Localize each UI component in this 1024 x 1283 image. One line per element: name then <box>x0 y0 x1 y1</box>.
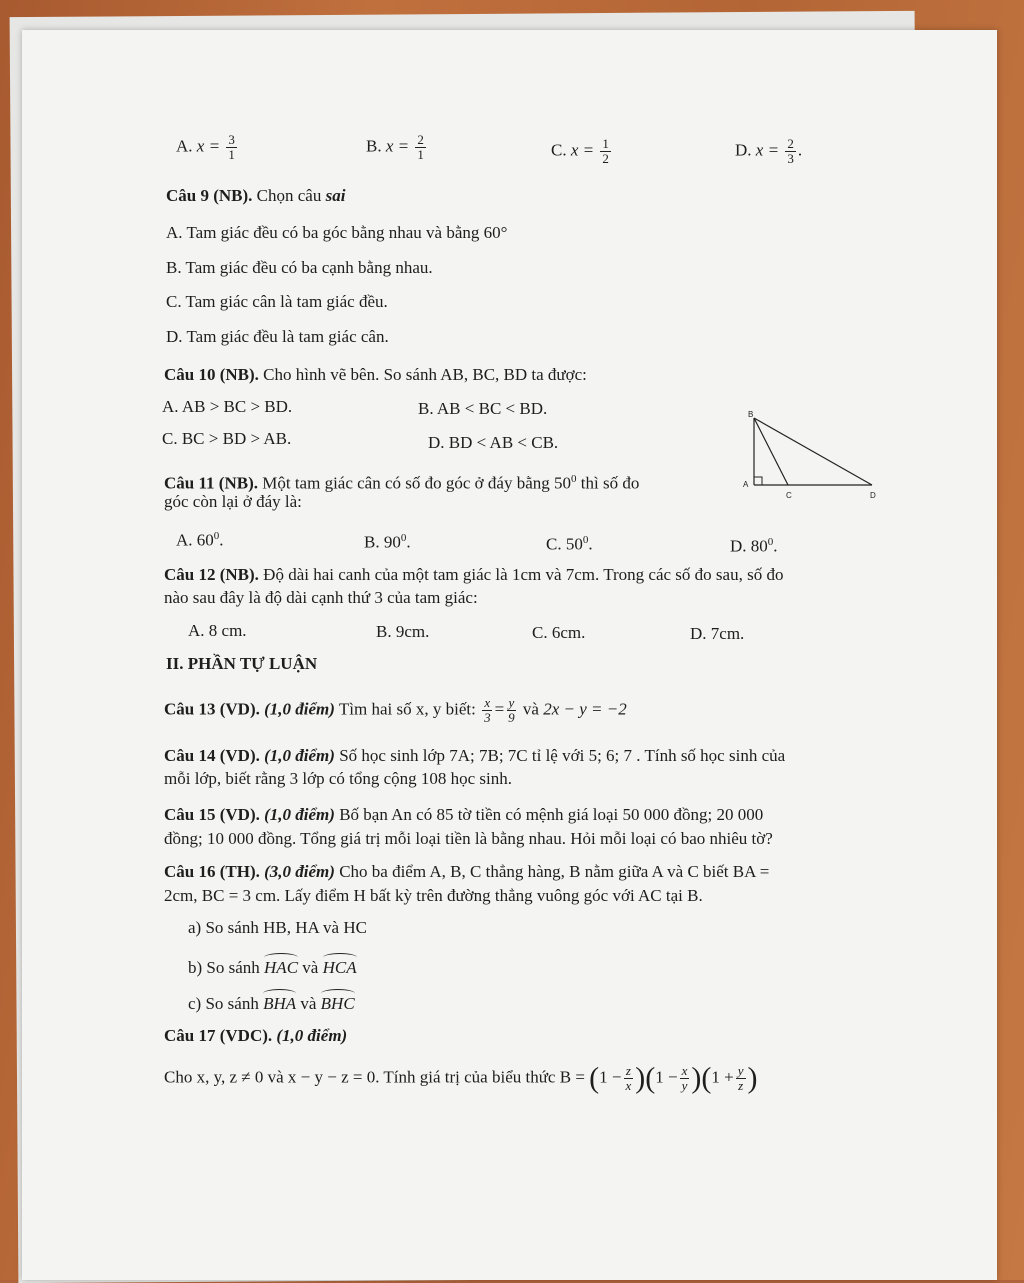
q15-line2: đồng; 10 000 đồng. Tổng giá trị mỗi loại tiền là bằng nhau. Hỏi mỗi loại có bao nhiêu tờ? <box>164 829 773 848</box>
angle-hac: HAC <box>264 955 298 978</box>
right-angle-mark <box>754 477 762 485</box>
q12-option-d: D. 7cm. <box>690 624 745 643</box>
q10-option-b: B. AB < BC < BD. <box>418 399 548 418</box>
q11-line2: góc còn lại ở đáy là: <box>164 492 302 511</box>
q12-option-a: A. 8 cm. <box>188 621 247 640</box>
label-d: D <box>870 491 876 500</box>
exam-page <box>22 30 997 1280</box>
q12-line2: nào sau đây là độ dài cạnh thứ 3 của tam giác: <box>164 588 478 607</box>
q10-option-d: D. BD < AB < CB. <box>428 433 559 452</box>
q8-option-d: D. x = $\frac{2}{3}$ . <box>735 136 803 166</box>
segment-bd <box>754 418 872 485</box>
q9-title: Câu 9 (NB). Chọn câu sai <box>166 186 346 205</box>
label-b: B <box>748 410 754 419</box>
q11-option-d: D. $80^0$. <box>730 536 778 556</box>
q10-option-a: A. AB > BC > BD. <box>162 397 293 416</box>
q12-option-c: C. 6cm. <box>532 623 586 642</box>
q14-title: Câu 14 (VD). (1,0 điểm) Số học sinh lớp 7A; 7B; 7C tỉ lệ với 5; 6; 7 . Tính số học sinh của <box>164 746 786 765</box>
q9-option-b: B. Tam giác đều có ba cạnh bằng nhau. <box>166 258 433 277</box>
q8-option-c: C. x = $\frac{1}{2}$ <box>551 136 609 166</box>
q9-option-c: C. Tam giác cân là tam giác đều. <box>166 292 388 311</box>
q12-option-b: B. 9cm. <box>376 622 430 641</box>
angle-bha: BHA <box>263 991 296 1014</box>
q11-option-a: A. $60^0$. <box>176 530 224 550</box>
q16-title: Câu 16 (TH). (3,0 điểm) Cho ba điểm A, B, C thẳng hàng, B nằm giữa A và C biết BA = <box>164 862 770 881</box>
q13-text: Câu 13 (VD). (1,0 điểm) Tìm hai số x, y biết: $\frac{x}{3}$ = $\frac{y}{9}$ và 2x − y = −2 <box>164 695 627 725</box>
angle-hca: HCA <box>323 955 357 978</box>
q11-title: Câu 11 (NB). Một tam giác cân có số đo góc ở đáy bằng $50^0$ thì số đo <box>164 473 640 493</box>
q14-line2: mỗi lớp, biết rằng 3 lớp có tổng cộng 108 học sinh. <box>164 769 513 788</box>
q12-title: Câu 12 (NB). Độ dài hai canh của một tam giác là 1cm và 7cm. Trong các số đo sau, số đo <box>164 565 784 584</box>
q16-part-c: c) So sánh BHA và BHC <box>188 991 355 1014</box>
q9-option-d: D. Tam giác đều là tam giác cân. <box>166 327 389 346</box>
q16-part-a: a) So sánh HB, HA và HC <box>188 918 367 937</box>
q15-title: Câu 15 (VD). (1,0 điểm) Bố bạn An có 85 tờ tiền có mệnh giá loại 50 000 đồng; 20 000 <box>164 805 764 824</box>
q17-text: Cho x, y, z ≠ 0 và x − y − z = 0. Tính giá trị của biểu thức B = (1 − $\frac{z}{x}$ )(1 − $\frac{x}{y}$ )(1 + $\frac{y}{z}$ ) <box>164 1061 758 1095</box>
q16-line2: 2cm, BC = 3 cm. Lấy điểm H bất kỳ trên đường thẳng vuông góc với AC tại B. <box>164 886 703 905</box>
angle-bhc: BHC <box>321 991 355 1014</box>
q8-option-b: B. x = $\frac{2}{1}$ <box>366 132 424 162</box>
label-a: A <box>743 480 749 489</box>
q11-option-b: B. $90^0$. <box>364 532 411 552</box>
label-c: C <box>786 491 792 500</box>
q8-option-a: A. x = $\frac{3}{1}$ <box>176 132 235 162</box>
q17-title: Câu 17 (VDC). (1,0 điểm) <box>164 1026 348 1045</box>
q10-option-c: C. BC > BD > AB. <box>162 429 292 448</box>
q10-title: Câu 10 (NB). Cho hình vẽ bên. So sánh AB, BC, BD ta được: <box>164 365 587 384</box>
q11-option-c: C. $50^0$. <box>546 534 593 554</box>
q9-option-a: A. Tam giác đều có ba góc bằng nhau và bằng 60° <box>166 223 508 242</box>
triangle-diagram <box>740 410 890 505</box>
section-heading: II. PHẦN TỰ LUẬN <box>166 654 318 673</box>
q16-part-b: b) So sánh HAC và HCA <box>188 955 357 978</box>
